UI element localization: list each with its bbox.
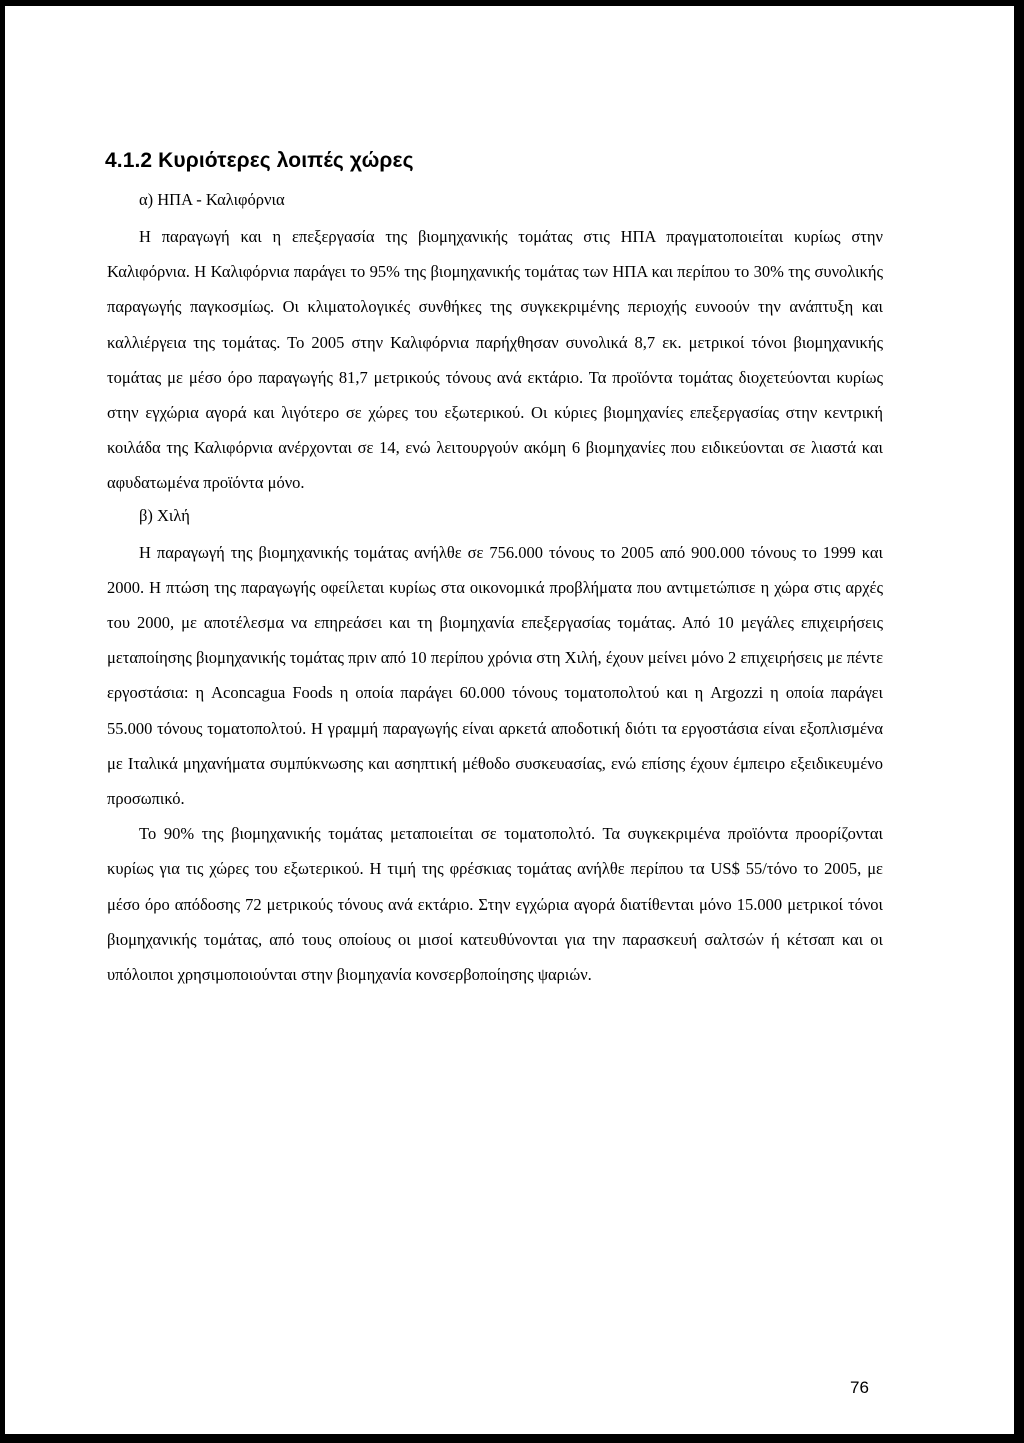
page-number: 76 — [850, 1378, 869, 1397]
chile-paragraph-1: Η παραγωγή της βιομηχανικής τομάτας ανήλθε σε 756.000 τόνους το 2005 από 900.000 τόνους το 1999 και 2000. Η πτώση της παραγωγής οφείλεται κυρίως στα οικονομικά προβλήματα που αντιμετώπισε η χώρα στις αρχές του 2000, με αποτέλεσμα να επηρεάσει και τη βιομηχανία επεξεργασίας τομάτας. Από 10 μεγάλες επιχειρήσεις μεταποίησης βιομηχανικής τομάτας πριν από 10 περίπου χρόνια στη Χιλή, έχουν μείνει μόνο 2 επιχειρήσεις με πέντε εργοστάσια: η Aconcagua Foods η οποία παράγει 60.000 τόνους τοματοπολτού και η Argozzi η οποία παράγει 55.000 τόνους τοματοπολτού. Η γραμμή παραγωγής είναι αρκετά αποδοτική διότι τα εργοστάσια είναι εξοπλισμένα με Ιταλικά μηχανήματα συμπύκνωσης και ασηπτική μέθοδο συσκευασίας, ενώ επίσης έχουν έμπειρο εξειδικευμένο προσωπικό. — [107, 542, 883, 809]
chile-paragraph-2: Το 90% της βιομηχανικής τομάτας μεταποιείται σε τοματοπολτό. Τα συγκεκριμένα προϊόντα προορίζονται κυρίως για τις χώρες του εξωτερικού. Η τιμή της φρέσκιας τομάτας ανήλθε περίπου τα US$ 55/τόνο το 2005, με μέσο όρο απόδοσης 72 μετρικούς τόνους ανά εκτάριο. Στην εγχώρια αγορά διατίθενται μόνο 15.000 μετρικοί τόνοι βιομηχανικής τομάτας, από τους οποίους οι μισοί κατευθύνονται για την παρασκευή σαλτσών ή κέτσαπ και οι υπόλοιποι χρησιμοποιούνται στην βιομηχανία κονσερβοποίησης ψαριών. — [107, 824, 883, 985]
usa-paragraph: Η παραγωγή και η επεξεργασία της βιομηχανικής τομάτας στις ΗΠΑ πραγματοποιείται κυρίως στην Καλιφόρνια. Η Καλιφόρνια παράγει το 95% της βιομηχανικής τομάτας των ΗΠΑ και περίπου το 30% της συνολικής παραγωγής παγκοσμίως. Οι κλιματολογικές συνθήκες της συγκεκριμένης περιοχής ευνοούν την ανάπτυξη και καλλιέργεια της τομάτας. Το 2005 στην Καλιφόρνια παρήχθησαν συνολικά 8,7 εκ. μετρικοί τόνοι βιομηχανικής τομάτας με μέσο όρο παραγωγής 81,7 μετρικούς τόνους ανά εκτάριο. Τα προϊόντα τομάτας διοχετεύονται κυρίως στην εγχώρια αγορά και λιγότερο σε χώρες του εξωτερικού. Οι κύριες βιομηχανίες επεξεργασίας στην κεντρική κοιλάδα της Καλιφόρνια ανέρχονται σε 14, ενώ λειτουργούν ακόμη 6 βιομηχανίες που ειδικεύονται σε λιαστά και αφυδατωμένα προϊόντα μόνο. — [107, 227, 883, 493]
section-heading: 4.1.2 Κυριότερες λοιπές χώρες — [105, 149, 414, 172]
page-content — [107, 147, 883, 992]
chile-subheading: β) Χιλή — [139, 505, 190, 525]
usa-subheading: α) ΗΠΑ - Καλιφόρνια — [139, 190, 285, 209]
document-page — [5, 6, 1014, 1434]
